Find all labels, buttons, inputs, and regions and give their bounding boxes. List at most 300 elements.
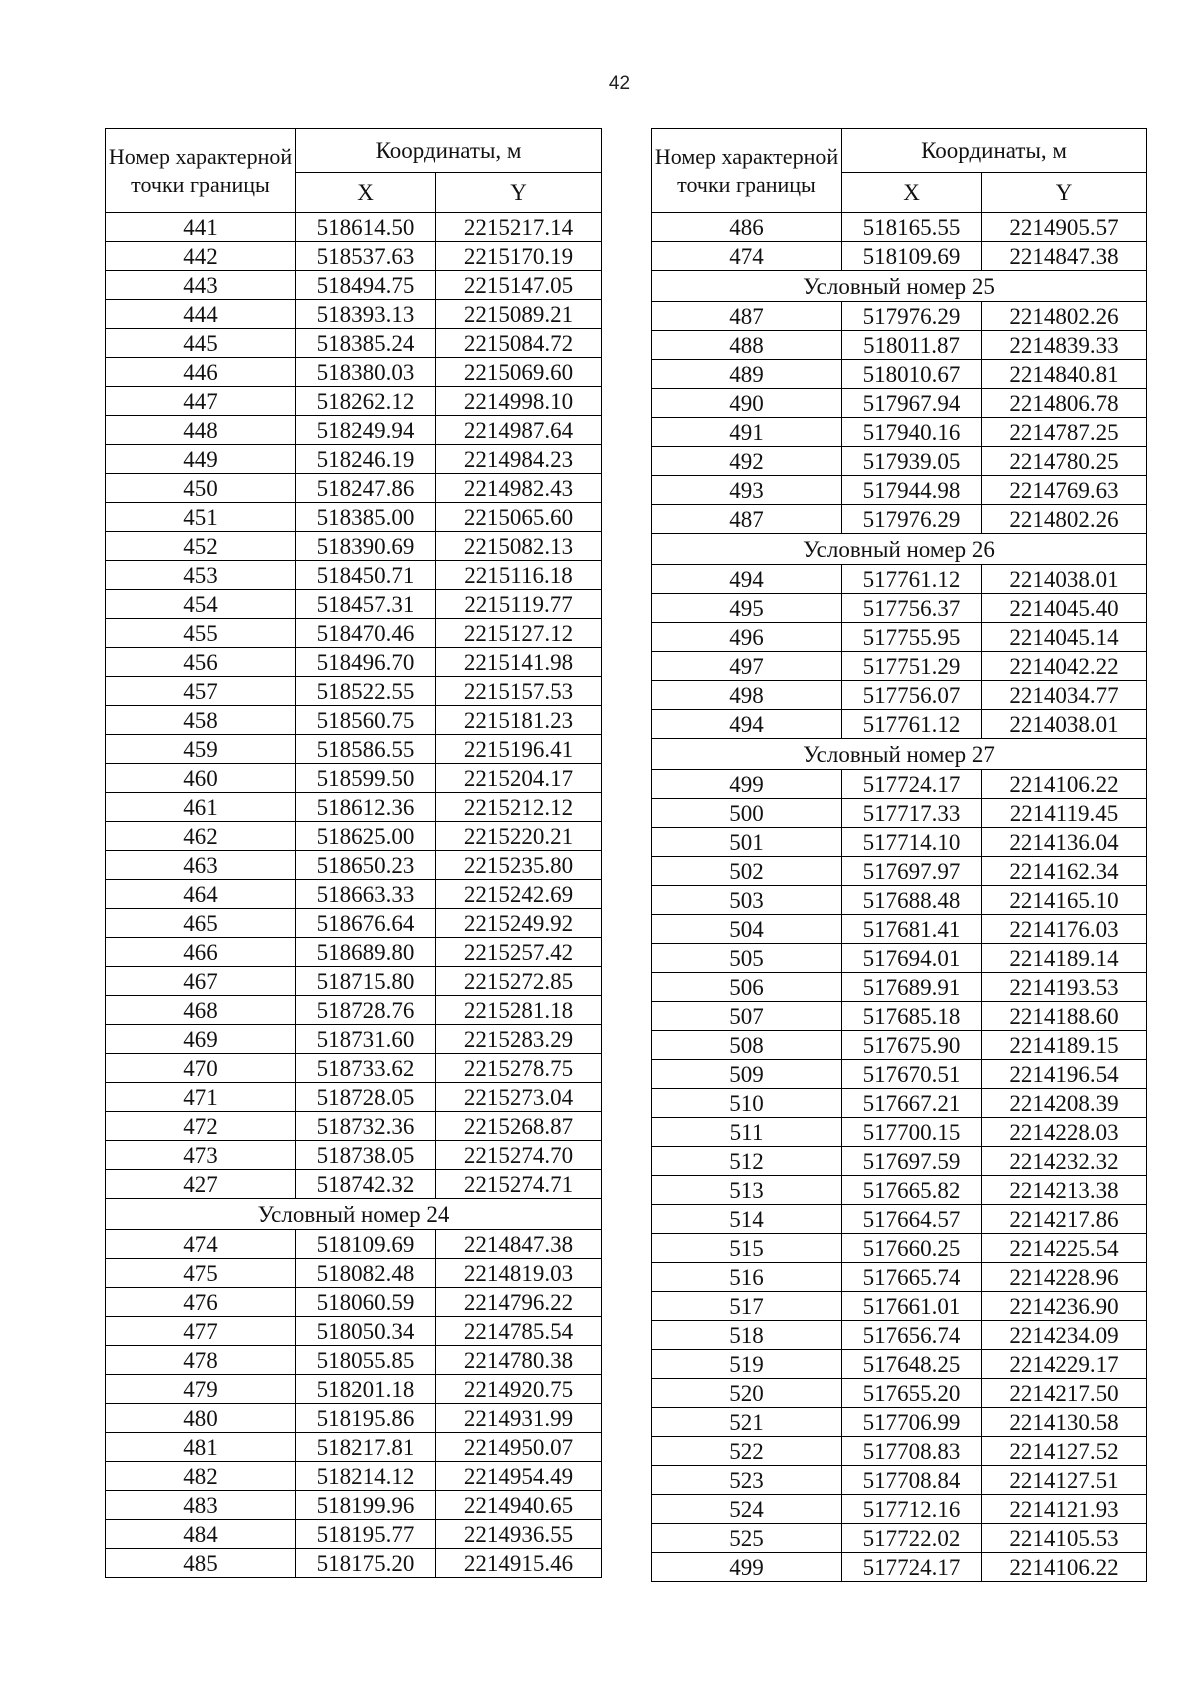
table-row bbox=[652, 331, 1147, 360]
section-header-row bbox=[652, 534, 1147, 565]
x-coordinate-cell: 518689.80 bbox=[296, 938, 436, 967]
section-header-row bbox=[652, 739, 1147, 770]
y-coordinate-cell: 2214045.40 bbox=[982, 594, 1147, 623]
table-row bbox=[652, 623, 1147, 652]
y-coordinate-cell: 2214940.65 bbox=[436, 1491, 602, 1520]
point-number-cell: 502 bbox=[652, 857, 842, 886]
y-coordinate-cell: 2214189.15 bbox=[982, 1031, 1147, 1060]
x-coordinate-cell: 518586.55 bbox=[296, 735, 436, 764]
y-coordinate-cell: 2215116.18 bbox=[436, 561, 602, 590]
y-coordinate-cell: 2214119.45 bbox=[982, 799, 1147, 828]
x-coordinate-cell: 518663.33 bbox=[296, 880, 436, 909]
x-coordinate-cell: 518614.50 bbox=[296, 213, 436, 242]
point-number-cell: 481 bbox=[106, 1433, 296, 1462]
x-coordinate-cell: 518199.96 bbox=[296, 1491, 436, 1520]
table-row bbox=[106, 1520, 602, 1549]
table-row bbox=[106, 532, 602, 561]
y-coordinate-cell: 2214225.54 bbox=[982, 1234, 1147, 1263]
point-number-cell: 486 bbox=[652, 213, 842, 242]
table-row bbox=[106, 996, 602, 1025]
x-column-header: X bbox=[842, 173, 982, 213]
table-row bbox=[106, 735, 602, 764]
table-row bbox=[652, 652, 1147, 681]
left-table-body bbox=[106, 213, 602, 1578]
table-row bbox=[106, 358, 602, 387]
table-row bbox=[652, 1176, 1147, 1205]
table-row bbox=[106, 387, 602, 416]
y-coordinate-cell: 2214127.51 bbox=[982, 1466, 1147, 1495]
x-coordinate-cell: 518732.36 bbox=[296, 1112, 436, 1141]
y-coordinate-cell: 2214920.75 bbox=[436, 1375, 602, 1404]
point-number-cell: 510 bbox=[652, 1089, 842, 1118]
point-number-cell: 472 bbox=[106, 1112, 296, 1141]
x-coordinate-cell: 518728.76 bbox=[296, 996, 436, 1025]
x-coordinate-cell: 517664.57 bbox=[842, 1205, 982, 1234]
x-coordinate-cell: 517670.51 bbox=[842, 1060, 982, 1089]
x-coordinate-cell: 517681.41 bbox=[842, 915, 982, 944]
table-row bbox=[652, 447, 1147, 476]
right-table-body bbox=[652, 213, 1147, 1582]
table-row bbox=[652, 418, 1147, 447]
y-coordinate-cell: 2215069.60 bbox=[436, 358, 602, 387]
y-coordinate-cell: 2214915.46 bbox=[436, 1549, 602, 1578]
x-coordinate-cell: 518612.36 bbox=[296, 793, 436, 822]
point-number-cell: 456 bbox=[106, 648, 296, 677]
table-row bbox=[652, 594, 1147, 623]
x-coordinate-cell: 518738.05 bbox=[296, 1141, 436, 1170]
table-row bbox=[106, 909, 602, 938]
table-row bbox=[652, 799, 1147, 828]
point-number-cell: 507 bbox=[652, 1002, 842, 1031]
y-coordinate-cell: 2214905.57 bbox=[982, 213, 1147, 242]
point-number-cell: 443 bbox=[106, 271, 296, 300]
coordinates-table-left bbox=[105, 128, 602, 1578]
point-number-cell: 480 bbox=[106, 1404, 296, 1433]
x-coordinate-cell: 518082.48 bbox=[296, 1259, 436, 1288]
point-number-cell: 470 bbox=[106, 1054, 296, 1083]
table-row bbox=[652, 1466, 1147, 1495]
table-row bbox=[652, 1263, 1147, 1292]
x-coordinate-cell: 517656.74 bbox=[842, 1321, 982, 1350]
table-row bbox=[106, 1317, 602, 1346]
x-coordinate-cell: 517697.97 bbox=[842, 857, 982, 886]
x-coordinate-cell: 518522.55 bbox=[296, 677, 436, 706]
point-number-cell: 499 bbox=[652, 770, 842, 799]
table-row bbox=[106, 445, 602, 474]
table-row bbox=[106, 329, 602, 358]
y-coordinate-cell: 2215274.71 bbox=[436, 1170, 602, 1199]
table-row bbox=[652, 828, 1147, 857]
y-coordinate-cell: 2214998.10 bbox=[436, 387, 602, 416]
y-coordinate-cell: 2214982.43 bbox=[436, 474, 602, 503]
point-number-cell: 513 bbox=[652, 1176, 842, 1205]
y-coordinate-cell: 2214780.38 bbox=[436, 1346, 602, 1375]
y-coordinate-cell: 2214042.22 bbox=[982, 652, 1147, 681]
table-row bbox=[652, 360, 1147, 389]
table-row bbox=[106, 706, 602, 735]
y-coordinate-cell: 2214045.14 bbox=[982, 623, 1147, 652]
table-row bbox=[652, 1408, 1147, 1437]
section-title: Условный номер 24 bbox=[106, 1199, 602, 1230]
x-coordinate-cell: 517761.12 bbox=[842, 565, 982, 594]
x-coordinate-cell: 517756.37 bbox=[842, 594, 982, 623]
y-coordinate-cell: 2214196.54 bbox=[982, 1060, 1147, 1089]
x-coordinate-cell: 518715.80 bbox=[296, 967, 436, 996]
table-row bbox=[652, 770, 1147, 799]
point-number-cell: 504 bbox=[652, 915, 842, 944]
section-title: Условный номер 27 bbox=[652, 739, 1147, 770]
x-coordinate-cell: 517667.21 bbox=[842, 1089, 982, 1118]
point-number-cell: 485 bbox=[106, 1549, 296, 1578]
point-number-cell: 441 bbox=[106, 213, 296, 242]
point-number-cell: 498 bbox=[652, 681, 842, 710]
x-coordinate-cell: 517689.91 bbox=[842, 973, 982, 1002]
x-coordinate-cell: 517665.82 bbox=[842, 1176, 982, 1205]
x-coordinate-cell: 518731.60 bbox=[296, 1025, 436, 1054]
table-row bbox=[106, 967, 602, 996]
x-coordinate-cell: 518050.34 bbox=[296, 1317, 436, 1346]
section-title: Условный номер 25 bbox=[652, 271, 1147, 302]
point-number-cell: 487 bbox=[652, 505, 842, 534]
x-coordinate-cell: 518247.86 bbox=[296, 474, 436, 503]
table-row bbox=[652, 681, 1147, 710]
y-coordinate-cell: 2215082.13 bbox=[436, 532, 602, 561]
y-coordinate-cell: 2214229.17 bbox=[982, 1350, 1147, 1379]
x-coordinate-cell: 517685.18 bbox=[842, 1002, 982, 1031]
point-number-cell: 466 bbox=[106, 938, 296, 967]
y-coordinate-cell: 2214188.60 bbox=[982, 1002, 1147, 1031]
point-number-cell: 508 bbox=[652, 1031, 842, 1060]
y-coordinate-cell: 2214931.99 bbox=[436, 1404, 602, 1433]
table-row bbox=[106, 1259, 602, 1288]
table-row bbox=[652, 1321, 1147, 1350]
table-row bbox=[652, 1205, 1147, 1234]
table-row bbox=[652, 1379, 1147, 1408]
x-coordinate-cell: 517976.29 bbox=[842, 302, 982, 331]
point-number-cell: 488 bbox=[652, 331, 842, 360]
table-row bbox=[106, 300, 602, 329]
point-number-cell: 487 bbox=[652, 302, 842, 331]
section-header-row bbox=[652, 271, 1147, 302]
x-coordinate-cell: 518060.59 bbox=[296, 1288, 436, 1317]
x-coordinate-cell: 518217.81 bbox=[296, 1433, 436, 1462]
point-number-cell: 520 bbox=[652, 1379, 842, 1408]
table-row bbox=[106, 1288, 602, 1317]
y-coordinate-cell: 2214984.23 bbox=[436, 445, 602, 474]
point-number-cell: 500 bbox=[652, 799, 842, 828]
x-coordinate-cell: 518246.19 bbox=[296, 445, 436, 474]
x-coordinate-cell: 518390.69 bbox=[296, 532, 436, 561]
point-number-cell: 467 bbox=[106, 967, 296, 996]
table-row bbox=[106, 822, 602, 851]
y-coordinate-cell: 2214162.34 bbox=[982, 857, 1147, 886]
y-coordinate-cell: 2214987.64 bbox=[436, 416, 602, 445]
point-number-cell: 483 bbox=[106, 1491, 296, 1520]
y-coordinate-cell: 2214217.50 bbox=[982, 1379, 1147, 1408]
x-coordinate-cell: 517714.10 bbox=[842, 828, 982, 857]
x-coordinate-cell: 517708.83 bbox=[842, 1437, 982, 1466]
point-number-cell: 494 bbox=[652, 565, 842, 594]
point-number-cell: 476 bbox=[106, 1288, 296, 1317]
y-coordinate-cell: 2214105.53 bbox=[982, 1524, 1147, 1553]
point-number-cell: 515 bbox=[652, 1234, 842, 1263]
y-coordinate-cell: 2215170.19 bbox=[436, 242, 602, 271]
point-number-cell: 501 bbox=[652, 828, 842, 857]
y-coordinate-cell: 2214038.01 bbox=[982, 710, 1147, 739]
point-number-cell: 463 bbox=[106, 851, 296, 880]
table-row bbox=[106, 503, 602, 532]
table-row bbox=[106, 561, 602, 590]
table-row bbox=[652, 1147, 1147, 1176]
table-row bbox=[106, 1375, 602, 1404]
y-coordinate-cell: 2214839.33 bbox=[982, 331, 1147, 360]
table-row bbox=[106, 648, 602, 677]
point-number-cell: 484 bbox=[106, 1520, 296, 1549]
y-coordinate-cell: 2215127.12 bbox=[436, 619, 602, 648]
x-coordinate-cell: 517697.59 bbox=[842, 1147, 982, 1176]
y-coordinate-cell: 2215235.80 bbox=[436, 851, 602, 880]
x-coordinate-cell: 518742.32 bbox=[296, 1170, 436, 1199]
y-coordinate-cell: 2215204.17 bbox=[436, 764, 602, 793]
table-row bbox=[106, 764, 602, 793]
x-coordinate-cell: 518109.69 bbox=[842, 242, 982, 271]
y-coordinate-cell: 2214232.32 bbox=[982, 1147, 1147, 1176]
table-row bbox=[106, 1491, 602, 1520]
x-coordinate-cell: 517939.05 bbox=[842, 447, 982, 476]
x-coordinate-cell: 518457.31 bbox=[296, 590, 436, 619]
table-row bbox=[106, 1025, 602, 1054]
x-coordinate-cell: 517661.01 bbox=[842, 1292, 982, 1321]
x-coordinate-cell: 517665.74 bbox=[842, 1263, 982, 1292]
y-coordinate-cell: 2215242.69 bbox=[436, 880, 602, 909]
table-row bbox=[652, 1350, 1147, 1379]
y-coordinate-cell: 2214189.14 bbox=[982, 944, 1147, 973]
x-coordinate-cell: 517976.29 bbox=[842, 505, 982, 534]
table-row bbox=[106, 1141, 602, 1170]
table-row bbox=[106, 793, 602, 822]
table-row bbox=[106, 242, 602, 271]
table-row bbox=[652, 242, 1147, 271]
y-coordinate-cell: 2215084.72 bbox=[436, 329, 602, 358]
y-coordinate-cell: 2214136.04 bbox=[982, 828, 1147, 857]
table-row bbox=[652, 973, 1147, 1002]
table-row bbox=[652, 710, 1147, 739]
table-row bbox=[652, 1118, 1147, 1147]
point-number-cell: 451 bbox=[106, 503, 296, 532]
x-coordinate-cell: 517706.99 bbox=[842, 1408, 982, 1437]
point-number-cell: 497 bbox=[652, 652, 842, 681]
point-number-header: Номер характерной точки границы bbox=[106, 129, 296, 213]
y-coordinate-cell: 2214234.09 bbox=[982, 1321, 1147, 1350]
y-coordinate-cell: 2214802.26 bbox=[982, 302, 1147, 331]
point-number-cell: 479 bbox=[106, 1375, 296, 1404]
x-coordinate-cell: 517944.98 bbox=[842, 476, 982, 505]
y-coordinate-cell: 2214819.03 bbox=[436, 1259, 602, 1288]
x-coordinate-cell: 517756.07 bbox=[842, 681, 982, 710]
y-coordinate-cell: 2215268.87 bbox=[436, 1112, 602, 1141]
section-title: Условный номер 26 bbox=[652, 534, 1147, 565]
point-number-cell: 499 bbox=[652, 1553, 842, 1582]
y-coordinate-cell: 2214936.55 bbox=[436, 1520, 602, 1549]
point-number-cell: 471 bbox=[106, 1083, 296, 1112]
table-row bbox=[106, 1404, 602, 1433]
x-coordinate-cell: 518011.87 bbox=[842, 331, 982, 360]
x-coordinate-cell: 518733.62 bbox=[296, 1054, 436, 1083]
y-coordinate-cell: 2214127.52 bbox=[982, 1437, 1147, 1466]
point-number-cell: 455 bbox=[106, 619, 296, 648]
table-row bbox=[106, 1170, 602, 1199]
table-row bbox=[652, 565, 1147, 594]
point-number-cell: 458 bbox=[106, 706, 296, 735]
y-coordinate-cell: 2215212.12 bbox=[436, 793, 602, 822]
x-coordinate-cell: 517724.17 bbox=[842, 770, 982, 799]
y-coordinate-cell: 2214176.03 bbox=[982, 915, 1147, 944]
y-coordinate-cell: 2214787.25 bbox=[982, 418, 1147, 447]
point-number-cell: 462 bbox=[106, 822, 296, 851]
y-coordinate-cell: 2215141.98 bbox=[436, 648, 602, 677]
y-coordinate-cell: 2214796.22 bbox=[436, 1288, 602, 1317]
y-coordinate-cell: 2214217.86 bbox=[982, 1205, 1147, 1234]
coordinates-header: Координаты, м bbox=[296, 129, 602, 173]
table-row bbox=[106, 1083, 602, 1112]
point-number-cell: 475 bbox=[106, 1259, 296, 1288]
table-row bbox=[652, 1524, 1147, 1553]
point-number-cell: 460 bbox=[106, 764, 296, 793]
y-coordinate-cell: 2214802.26 bbox=[982, 505, 1147, 534]
x-coordinate-cell: 517751.29 bbox=[842, 652, 982, 681]
x-coordinate-cell: 518249.94 bbox=[296, 416, 436, 445]
y-coordinate-cell: 2214038.01 bbox=[982, 565, 1147, 594]
point-number-cell: 444 bbox=[106, 300, 296, 329]
x-coordinate-cell: 518393.13 bbox=[296, 300, 436, 329]
y-coordinate-cell: 2215196.41 bbox=[436, 735, 602, 764]
point-number-cell: 446 bbox=[106, 358, 296, 387]
point-number-cell: 493 bbox=[652, 476, 842, 505]
x-coordinate-cell: 518165.55 bbox=[842, 213, 982, 242]
table-row bbox=[652, 857, 1147, 886]
y-coordinate-cell: 2214228.96 bbox=[982, 1263, 1147, 1292]
point-number-cell: 511 bbox=[652, 1118, 842, 1147]
x-coordinate-cell: 518214.12 bbox=[296, 1462, 436, 1491]
point-number-cell: 523 bbox=[652, 1466, 842, 1495]
table-row bbox=[652, 1437, 1147, 1466]
table-row bbox=[652, 1002, 1147, 1031]
point-number-cell: 465 bbox=[106, 909, 296, 938]
table-row bbox=[106, 1549, 602, 1578]
x-coordinate-cell: 517708.84 bbox=[842, 1466, 982, 1495]
x-coordinate-cell: 517694.01 bbox=[842, 944, 982, 973]
x-coordinate-cell: 518560.75 bbox=[296, 706, 436, 735]
x-coordinate-cell: 518450.71 bbox=[296, 561, 436, 590]
y-coordinate-cell: 2215065.60 bbox=[436, 503, 602, 532]
y-coordinate-cell: 2215274.70 bbox=[436, 1141, 602, 1170]
x-coordinate-cell: 518175.20 bbox=[296, 1549, 436, 1578]
point-number-cell: 509 bbox=[652, 1060, 842, 1089]
x-coordinate-cell: 517717.33 bbox=[842, 799, 982, 828]
x-coordinate-cell: 517755.95 bbox=[842, 623, 982, 652]
point-number-cell: 491 bbox=[652, 418, 842, 447]
table-row bbox=[106, 474, 602, 503]
page-number: 42 bbox=[608, 73, 631, 94]
table-row bbox=[106, 938, 602, 967]
x-coordinate-cell: 518470.46 bbox=[296, 619, 436, 648]
y-coordinate-cell: 2215119.77 bbox=[436, 590, 602, 619]
point-number-cell: 474 bbox=[106, 1230, 296, 1259]
y-coordinate-cell: 2214806.78 bbox=[982, 389, 1147, 418]
y-column-header: Y bbox=[436, 173, 602, 213]
point-number-cell: 468 bbox=[106, 996, 296, 1025]
section-header-row bbox=[106, 1199, 602, 1230]
point-number-cell: 452 bbox=[106, 532, 296, 561]
x-coordinate-cell: 518676.64 bbox=[296, 909, 436, 938]
y-coordinate-cell: 2214208.39 bbox=[982, 1089, 1147, 1118]
x-coordinate-cell: 518599.50 bbox=[296, 764, 436, 793]
point-number-cell: 474 bbox=[652, 242, 842, 271]
y-coordinate-cell: 2215283.29 bbox=[436, 1025, 602, 1054]
x-coordinate-cell: 518195.77 bbox=[296, 1520, 436, 1549]
point-number-cell: 478 bbox=[106, 1346, 296, 1375]
point-number-cell: 522 bbox=[652, 1437, 842, 1466]
x-coordinate-cell: 517722.02 bbox=[842, 1524, 982, 1553]
y-coordinate-cell: 2214106.22 bbox=[982, 1553, 1147, 1582]
y-coordinate-cell: 2215089.21 bbox=[436, 300, 602, 329]
y-coordinate-cell: 2214121.93 bbox=[982, 1495, 1147, 1524]
x-coordinate-cell: 517940.16 bbox=[842, 418, 982, 447]
coordinates-table-right bbox=[651, 128, 1147, 1582]
y-coordinate-cell: 2215272.85 bbox=[436, 967, 602, 996]
table-row bbox=[106, 416, 602, 445]
x-coordinate-cell: 517655.20 bbox=[842, 1379, 982, 1408]
x-coordinate-cell: 518201.18 bbox=[296, 1375, 436, 1404]
point-number-cell: 512 bbox=[652, 1147, 842, 1176]
x-coordinate-cell: 517724.17 bbox=[842, 1553, 982, 1582]
point-number-cell: 519 bbox=[652, 1350, 842, 1379]
point-number-cell: 516 bbox=[652, 1263, 842, 1292]
x-coordinate-cell: 517700.15 bbox=[842, 1118, 982, 1147]
y-coordinate-cell: 2215220.21 bbox=[436, 822, 602, 851]
table-row bbox=[106, 1433, 602, 1462]
point-number-cell: 494 bbox=[652, 710, 842, 739]
point-number-cell: 521 bbox=[652, 1408, 842, 1437]
y-coordinate-cell: 2214840.81 bbox=[982, 360, 1147, 389]
point-number-cell: 459 bbox=[106, 735, 296, 764]
x-coordinate-cell: 518650.23 bbox=[296, 851, 436, 880]
point-number-cell: 448 bbox=[106, 416, 296, 445]
x-coordinate-cell: 518496.70 bbox=[296, 648, 436, 677]
x-coordinate-cell: 517712.16 bbox=[842, 1495, 982, 1524]
point-number-cell: 469 bbox=[106, 1025, 296, 1054]
point-number-cell: 506 bbox=[652, 973, 842, 1002]
x-coordinate-cell: 518380.03 bbox=[296, 358, 436, 387]
table-row bbox=[106, 271, 602, 300]
x-coordinate-cell: 517688.48 bbox=[842, 886, 982, 915]
x-coordinate-cell: 517967.94 bbox=[842, 389, 982, 418]
point-number-cell: 453 bbox=[106, 561, 296, 590]
x-coordinate-cell: 518537.63 bbox=[296, 242, 436, 271]
point-number-cell: 517 bbox=[652, 1292, 842, 1321]
y-coordinate-cell: 2214950.07 bbox=[436, 1433, 602, 1462]
table-row bbox=[106, 213, 602, 242]
point-number-cell: 505 bbox=[652, 944, 842, 973]
table-row bbox=[652, 1553, 1147, 1582]
point-number-cell: 427 bbox=[106, 1170, 296, 1199]
table-row bbox=[652, 213, 1147, 242]
coordinates-header: Координаты, м bbox=[842, 129, 1147, 173]
y-coordinate-cell: 2215278.75 bbox=[436, 1054, 602, 1083]
table-row bbox=[652, 1031, 1147, 1060]
table-row bbox=[652, 1060, 1147, 1089]
table-row bbox=[652, 886, 1147, 915]
